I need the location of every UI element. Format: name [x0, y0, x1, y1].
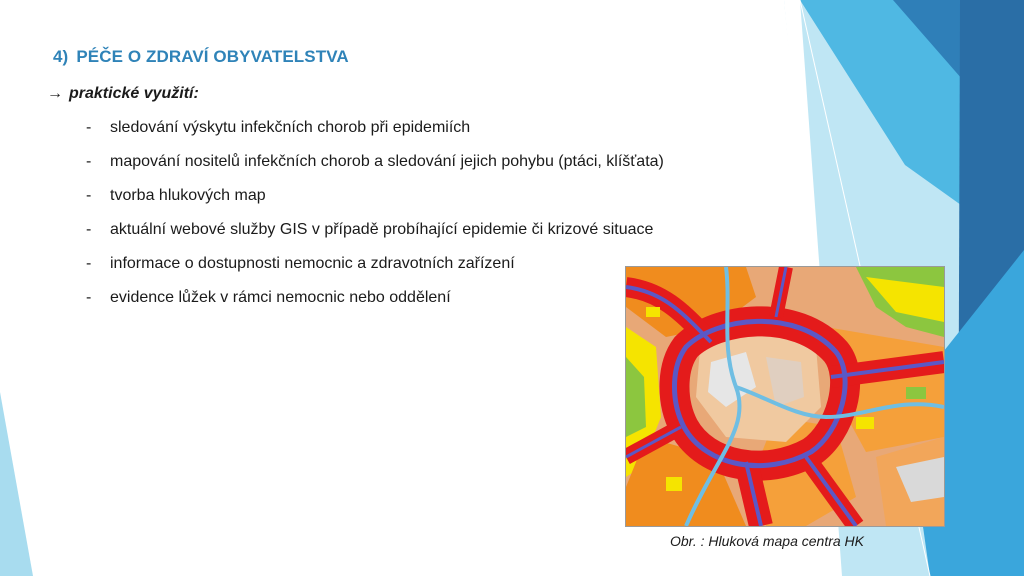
bullet-dash: -: [86, 153, 92, 170]
bullet-text: evidence lůžek v rámci nemocnic nebo oddělení: [110, 289, 451, 306]
section-number: 4): [53, 47, 69, 66]
figure-caption: Obr. : Hluková mapa centra HK: [670, 533, 865, 549]
list-item: [86, 119, 664, 153]
left-accent-triangle: [0, 392, 33, 576]
bullet-dash: -: [86, 119, 92, 136]
arrow-icon: →: [47, 85, 63, 102]
list-item: [86, 221, 664, 255]
subheading-label: praktické využití:: [69, 85, 199, 102]
bullet-list: [86, 119, 664, 323]
bullet-text: aktuální webové služby GIS v případě probíhající epidemie či krizové situace: [110, 221, 654, 238]
bullet-text: informace o dostupnosti nemocnic a zdravotních zařízení: [110, 255, 515, 272]
list-item: [86, 255, 664, 289]
subheading: [47, 85, 199, 103]
bullet-dash: -: [86, 289, 92, 306]
bullet-dash: -: [86, 187, 92, 204]
noise-map-image: [625, 266, 945, 527]
noise-map-graphic: [626, 267, 944, 526]
bullet-text: tvorba hlukových map: [110, 187, 266, 204]
bullet-dash: -: [86, 255, 92, 272]
list-item: [86, 153, 664, 187]
section-title: PÉČE O ZDRAVÍ OBYVATELSTVA: [76, 47, 349, 66]
section-heading: [53, 47, 349, 67]
bullet-text: sledování výskytu infekčních chorob při epidemiích: [110, 119, 471, 136]
bullet-text: mapování nositelů infekčních chorob a sledování jejich pohybu (ptáci, klíšťata): [110, 153, 664, 170]
bullet-dash: -: [86, 221, 92, 238]
list-item: [86, 289, 664, 323]
list-item: [86, 187, 664, 221]
